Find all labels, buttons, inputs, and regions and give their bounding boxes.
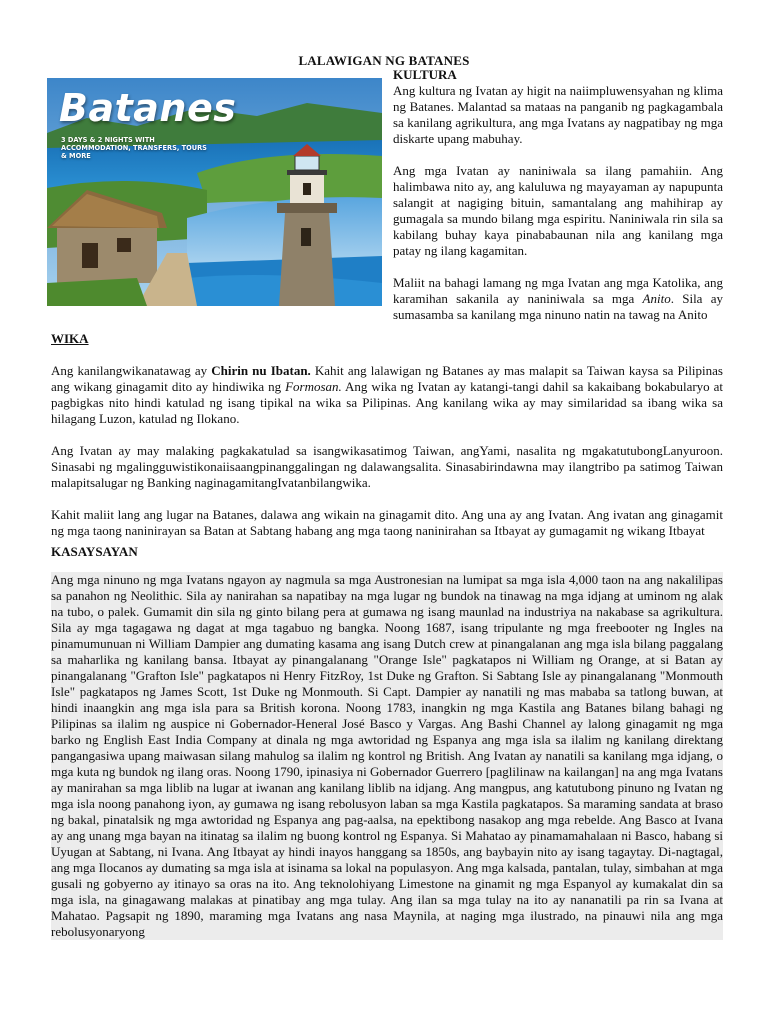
hero-subtitle: 3 DAYS & 2 NIGHTS WITH ACCOMMODATION, TRANSFERS, TOURS & MORE (61, 136, 207, 160)
kultura-section (393, 67, 723, 339)
kasaysayan-heading: KASAYSAYAN (51, 544, 138, 559)
wika-heading: WIKA (51, 331, 89, 346)
hero-title: Batanes (59, 86, 237, 130)
wika-paragraph-2: Ang Ivatan ay may malaking pagkakatulad sa isangwikasatimog Taiwan, angYami, nasalita ng mgakatutubongLanyuroon. Sinasabi ng mgalingguwistikonaiisaangpinanggalingan ng dalawangsalita. Sinasabirindawna may ilangtribo pa satimog Taiwan malapitsalugar ng Banking naginagamitangIvatanbilangwika. (51, 443, 723, 490)
kultura-heading: KULTURA (393, 67, 457, 82)
batanes-hero-image (47, 78, 382, 306)
wika-p1-c: Ang wika ng Ivatan ay katangi-tangi dahil sa kakaibang bokabularyo at pagbigkas nito hindi katulad ng isang tipikal na wika sa Pilipinas. Ang kanilang wika ay may similaridad sa ibang wika sa hilagang Luzon, katulad ng Ilokano. (51, 379, 724, 426)
wika-p1-language-name: Chirin nu Ibatan. (211, 363, 311, 378)
wika-p1-formosan: Formosan. (285, 379, 342, 394)
kultura-paragraph-3 (393, 275, 723, 323)
kultura-p3-a: Maliit na bahagi lamang ng mga Ivatan ang mga Katolika, ang karamihan sakanila ay naniniwala sa mga (393, 275, 723, 306)
wika-paragraph-1 (51, 363, 723, 427)
kasaysayan-body: Ang mga ninuno ng mga Ivatans ngayon ay nagmula sa mga Austronesian na lumipat sa mga isla 4,000 taon na ang nakalilipas sa panahon ng Neolithic. Sila ay nanirahan sa napatibay na mga lugar ng bundok na tinawag na mga idjang at uminom ng alak na tubo, o palek. Gumamit din sila ng ginto bilang pera at gumawa ng isang maunlad na industriya na nakabase sa agrikultura. Sila ay mga tagagawa ng dagat at mga tagabuo ng bangka. Noong 1687, isang tripulante ng mga freebooter ng Ingles na pinamumunuan ni William Dampier ang dumating kasama ang isang Dutch crew at pinangalanan ang mga isla bilang paggalang sa maharlika ng kanilang bansa. Itbayat ay pinangalanang "Orange Isle" pagkatapos ni William ng Orange, at si Batan ay pinangalanang "Grafton Isle" pagkatapos ni Henry FitzRoy, 1st Duke ng Grafton. Si Sabtang Isle ay pinangalanang "Monmouth Isle" pagkatapos ng James Scott, 1st Duke ng Monmouth. Si Capt. Dampier ay nanatili ng mas mababa sa tatlong buwan, at hindi inaangkin ang mga isla para sa British korona. Noong 1783, inangkin ng mga Kastila ang Batanes bilang bahagi ng Pilipinas sa ilalim ng auspice ni Gobernador-Heneral José Basco y Vargas. Ang Bashi Channel ay lalong ginagamit ng mga barko ng English East India Company at dinala ng mga awtoridad ng Espanya ang mga isla sa ilalim ng kanilang direktang pangangasiwa upang maiwasan silang mahulog sa ilalim ng kontrol ng British. Ang Ivatan ay nanatili sa kanilang mga idjang, o mga kuta ng bundok ng ilang oras. Noong 1790, ipinasiya ni Gobernador Guerrero [paglilinaw na kailangan] na ang mga Ivatans ay manirahan sa mga liblib na lugar at iwanan ang kanilang liblib na idjang. Ang mangpus, ang katutubong pinuno ng Ivatan ng mga isla noong panahong iyon, ay gumawa ng isang rebolusyon laban sa mga Kastila pagkatapos. Sa maraming sandata at braso ng bakal, pinatalsik ng mga awtoridad ng Espanya ang pag-aalsa, na epektibong nasakop ang mga rebelde. Ang Basco at Ivana ay ang unang mga bayan na itinatag sa ilalim ng buong kontrol ng Espanya. Si Mahatao ay pinamamahalaan ni Basco, habang si Uyugan at Sabtang, ni Ivana. Ang Itbayat ay hindi inayos hanggang sa 1850s, ang baybayin nito ay isang tagaytay. Di-nagtagal, ang mga Ilocanos ay dumating sa mga isla at isinama sa lokal na populasyon. Ang mga kalsada, pantalan, tulay, simbahan at mga gusali ng gobyerno ay itinayo sa oras na ito. Ang teknolohiyang Limestone na ginamit ng mga Espanyol ay kumakalat din sa mga isla, na ginagawang malakas at pinatibay ang mga tulay. Ang ilan sa mga tulay na ito ay nananatili pa rin sa Ivana at Mahatao. Pagsapit ng 1890, maraming mga Ivatans ang nasa Maynila, at naging mga ilustrado, na pinauwi nila ang mga rebolusyonaryong (51, 572, 723, 939)
kultura-p3-b: . Sila ay sumasamba sa kanilang mga ninuno natin na tawag na Anito (393, 291, 723, 322)
kultura-paragraph-2: Ang mga Ivatan ay naniniwala sa ilang pamahiin. Ang halimbawa nito ay, ang kaluluwa ng mayayaman ay napupunta salangit at nagiging bituin, samantalang ang mahihirap ay gumagala sa mundo bilang mga espiritu. Naniniwala rin sila sa kabilang buhay kaya pinababaunan nila ang kanilang mga patay ng ilang kagamitan. (393, 163, 723, 258)
kultura-paragraph-1: Ang kultura ng Ivatan ay higit na naiimpluwensyahan ng klima ng Batanes. Malantad sa mataas na panganib ng pagkagambala sa kanilang agrikultura, ang mga Ivatans ay nagpatibay ng mga diskarte upang mabuhay. (393, 83, 723, 146)
kultura-p3-anito: Anito (642, 291, 671, 306)
page-title: LALAWIGAN NG BATANES (298, 53, 470, 68)
wika-paragraph-3: Kahit maliit lang ang lugar na Batanes, dalawa ang wikain na ginagamit dito. Ang una ay ang Ivatan. Ang ivatan ang ginagamit ng mga taong naninirayan sa Batan at Sabtang habang ang mga taong naninirahan sa Itbayat ay gumagamit ng wikang Itbayat (51, 507, 723, 538)
wika-p1-b: Kahit ang lalawigan ng Batanes ay mas malapit sa Taiwan kaysa sa Pilipinas ang wikang ginagamit dito ay hindiwika ng (51, 363, 723, 394)
wika-p1-a: Ang kanilangwikanatawag ay (51, 363, 212, 378)
wika-section (51, 331, 723, 539)
kasaysayan-section (51, 544, 723, 940)
